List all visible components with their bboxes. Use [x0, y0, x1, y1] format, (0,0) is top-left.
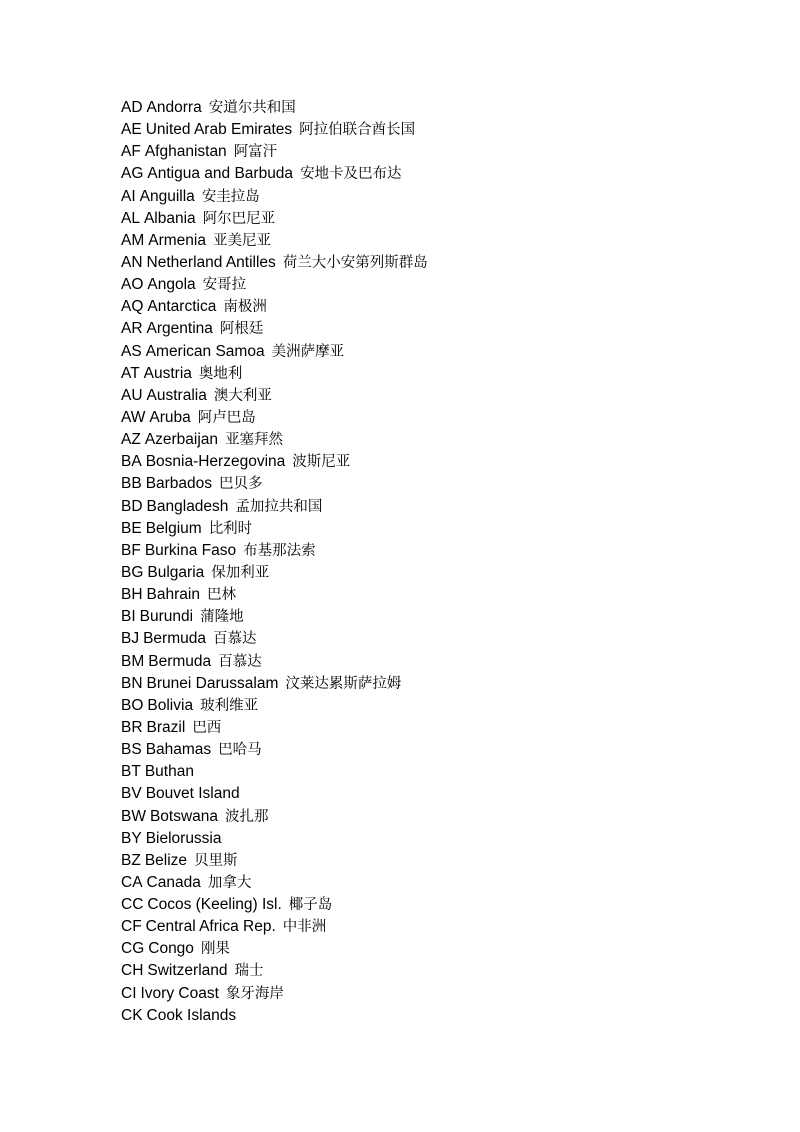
chinese-name: 阿卢巴岛	[197, 409, 256, 426]
country-code: CI	[121, 984, 137, 1002]
list-item	[121, 695, 428, 717]
country-code: BN	[121, 674, 143, 692]
chinese-name: 蒲隆地	[200, 609, 244, 626]
list-item	[121, 518, 428, 540]
list-item	[121, 916, 428, 938]
country-code: CC	[121, 896, 144, 914]
country-code: CH	[121, 962, 144, 980]
country-name: Ivory Coast	[140, 984, 219, 1002]
chinese-name: 百慕达	[218, 653, 262, 670]
list-item	[121, 938, 428, 960]
country-code: BG	[121, 563, 144, 581]
country-name: Australia	[146, 386, 207, 404]
country-code: AU	[121, 386, 143, 404]
list-item	[121, 806, 428, 828]
country-code: BW	[121, 807, 146, 825]
list-item	[121, 960, 428, 982]
list-item	[121, 429, 428, 451]
country-name: Anguilla	[139, 187, 195, 205]
chinese-name: 保加利亚	[211, 564, 270, 581]
country-code: BZ	[121, 851, 141, 869]
country-code: BH	[121, 586, 143, 604]
list-item	[121, 783, 428, 805]
country-name: Armenia	[148, 231, 206, 249]
country-code: AT	[121, 364, 140, 382]
country-code: AW	[121, 408, 146, 426]
country-name: Congo	[148, 940, 194, 958]
chinese-name: 安道尔共和国	[208, 100, 296, 116]
country-name: Bermuda	[148, 652, 212, 670]
list-item	[121, 562, 428, 584]
list-item	[121, 673, 428, 695]
country-code: BT	[121, 763, 141, 781]
country-name: Aruba	[149, 408, 191, 426]
chinese-name: 比利时	[208, 520, 253, 537]
list-item	[121, 739, 428, 761]
list-item	[121, 318, 428, 340]
list-item	[121, 717, 428, 739]
list-item	[121, 761, 428, 783]
country-name: Bahamas	[145, 741, 212, 759]
country-name: Brunei Darussalam	[146, 674, 279, 692]
chinese-name: 汶莱达累斯萨拉姆	[285, 675, 402, 692]
country-name: Antarctica	[147, 298, 217, 316]
list-item	[121, 584, 428, 606]
country-name: Belgium	[145, 519, 202, 537]
list-item	[121, 341, 428, 363]
country-code: BR	[121, 718, 143, 736]
country-name: Afghanistan	[144, 143, 227, 161]
chinese-name: 南极洲	[223, 299, 267, 316]
chinese-name: 安地卡及巴布达	[300, 166, 402, 183]
list-item	[121, 651, 428, 673]
chinese-name: 巴哈马	[218, 742, 262, 759]
country-code: AN	[121, 253, 143, 271]
chinese-name: 奥地利	[198, 365, 243, 382]
list-item	[121, 141, 428, 163]
country-code: BO	[121, 696, 144, 714]
country-code: CG	[121, 940, 145, 958]
country-code: AD	[121, 99, 143, 116]
country-code: AR	[121, 320, 143, 338]
country-name: Austria	[143, 364, 192, 382]
chinese-name: 巴林	[206, 587, 236, 604]
list-item	[121, 385, 428, 407]
chinese-name: 荷兰大小安第列斯群岛	[282, 254, 428, 271]
list-item	[121, 1005, 428, 1027]
chinese-name: 巴贝多	[219, 476, 263, 493]
chinese-name: 澳大利亚	[213, 387, 272, 404]
list-item	[121, 363, 428, 385]
country-name: Bielorussia	[145, 829, 222, 847]
country-name: Barbados	[145, 475, 213, 493]
country-name: Bermuda	[143, 630, 206, 648]
country-name: Burundi	[139, 608, 194, 626]
list-item	[121, 163, 428, 185]
country-code: AF	[121, 143, 141, 161]
chinese-name: 阿尔巴尼亚	[202, 210, 276, 227]
list-item	[121, 850, 428, 872]
list-item	[121, 296, 428, 318]
list-item	[121, 274, 428, 296]
country-code: BB	[121, 475, 142, 493]
chinese-name: 安圭拉岛	[201, 188, 260, 205]
country-code: BI	[121, 608, 136, 626]
country-name: Albania	[143, 209, 196, 227]
chinese-name: 阿拉伯联合酋长国	[299, 122, 416, 139]
country-name: Bosnia-Herzegovina	[145, 453, 286, 471]
country-name: Bulgaria	[147, 563, 205, 581]
country-code: CA	[121, 873, 143, 891]
list-item	[121, 872, 428, 894]
list-item	[121, 230, 428, 252]
chinese-name: 中非洲	[282, 919, 327, 936]
list-item	[121, 208, 428, 230]
country-name: American Samoa	[145, 342, 265, 360]
country-code: BD	[121, 497, 143, 515]
chinese-name: 玻利维亚	[200, 697, 259, 714]
country-code: BJ	[121, 630, 140, 648]
country-name: United Arab Emirates	[145, 121, 293, 139]
list-item	[121, 407, 428, 429]
country-code: BY	[121, 829, 142, 847]
list-item	[121, 828, 428, 850]
country-code: AZ	[121, 431, 141, 449]
country-name: Buthan	[144, 763, 194, 781]
list-item	[121, 97, 428, 119]
country-name: Antigua and Barbuda	[147, 165, 294, 183]
country-code: AO	[121, 276, 144, 294]
list-item	[121, 540, 428, 562]
chinese-name: 阿富汗	[233, 144, 278, 161]
country-code-list	[121, 97, 428, 1027]
chinese-name: 波斯尼亚	[292, 454, 351, 471]
country-name: Canada	[146, 873, 201, 891]
list-item	[121, 983, 428, 1005]
country-code: AL	[121, 209, 140, 227]
country-name: Switzerland	[147, 962, 228, 980]
country-name: Andorra	[146, 99, 202, 116]
chinese-name: 布基那法索	[243, 542, 316, 559]
country-name: Cocos (Keeling) Isl.	[147, 896, 282, 914]
country-code: BF	[121, 541, 141, 559]
chinese-name: 亚塞拜然	[225, 432, 284, 449]
country-name: Bouvet Island	[145, 785, 240, 803]
country-code: AQ	[121, 298, 144, 316]
chinese-name: 椰子岛	[288, 897, 333, 914]
country-name: Netherland Antilles	[146, 253, 276, 271]
country-code: AI	[121, 187, 136, 205]
country-name: Central Africa Rep.	[145, 918, 276, 936]
country-name: Belize	[144, 851, 188, 869]
country-code: BE	[121, 519, 142, 537]
list-item	[121, 496, 428, 518]
chinese-name: 象牙海岸	[225, 985, 284, 1002]
country-name: Angola	[147, 276, 196, 294]
country-name: Botswana	[149, 807, 219, 825]
list-item	[121, 894, 428, 916]
list-item	[121, 186, 428, 208]
country-code: BV	[121, 785, 142, 803]
country-code: AM	[121, 231, 145, 249]
country-name: Cook Islands	[146, 1006, 237, 1024]
country-code: AS	[121, 342, 142, 360]
country-name: Bahrain	[146, 586, 200, 604]
chinese-name: 孟加拉共和国	[235, 498, 323, 515]
list-item	[121, 473, 428, 495]
country-code: BA	[121, 453, 142, 471]
country-code: BM	[121, 652, 145, 670]
country-name: Burkina Faso	[144, 541, 237, 559]
chinese-name: 安哥拉	[202, 277, 247, 294]
chinese-name: 巴西	[192, 719, 222, 736]
country-code: AG	[121, 165, 144, 183]
list-item	[121, 628, 428, 650]
list-item	[121, 252, 428, 274]
country-name: Bolivia	[147, 696, 194, 714]
chinese-name: 百慕达	[213, 631, 257, 648]
chinese-name: 贝里斯	[194, 852, 238, 869]
chinese-name: 瑞士	[234, 963, 264, 980]
list-item	[121, 119, 428, 141]
chinese-name: 刚果	[200, 941, 230, 958]
list-item	[121, 606, 428, 628]
chinese-name: 美洲萨摩亚	[271, 343, 345, 360]
country-code: CK	[121, 1006, 143, 1024]
country-code: BS	[121, 741, 142, 759]
chinese-name: 阿根廷	[219, 321, 264, 338]
country-code: AE	[121, 121, 142, 139]
chinese-name: 波扎那	[225, 808, 269, 825]
chinese-name: 亚美尼亚	[212, 232, 271, 249]
country-name: Bangladesh	[146, 497, 229, 515]
list-item	[121, 451, 428, 473]
chinese-name: 加拿大	[207, 874, 252, 891]
country-name: Argentina	[146, 320, 213, 338]
country-name: Brazil	[146, 718, 186, 736]
country-name: Azerbaijan	[144, 431, 219, 449]
country-code: CF	[121, 918, 142, 936]
